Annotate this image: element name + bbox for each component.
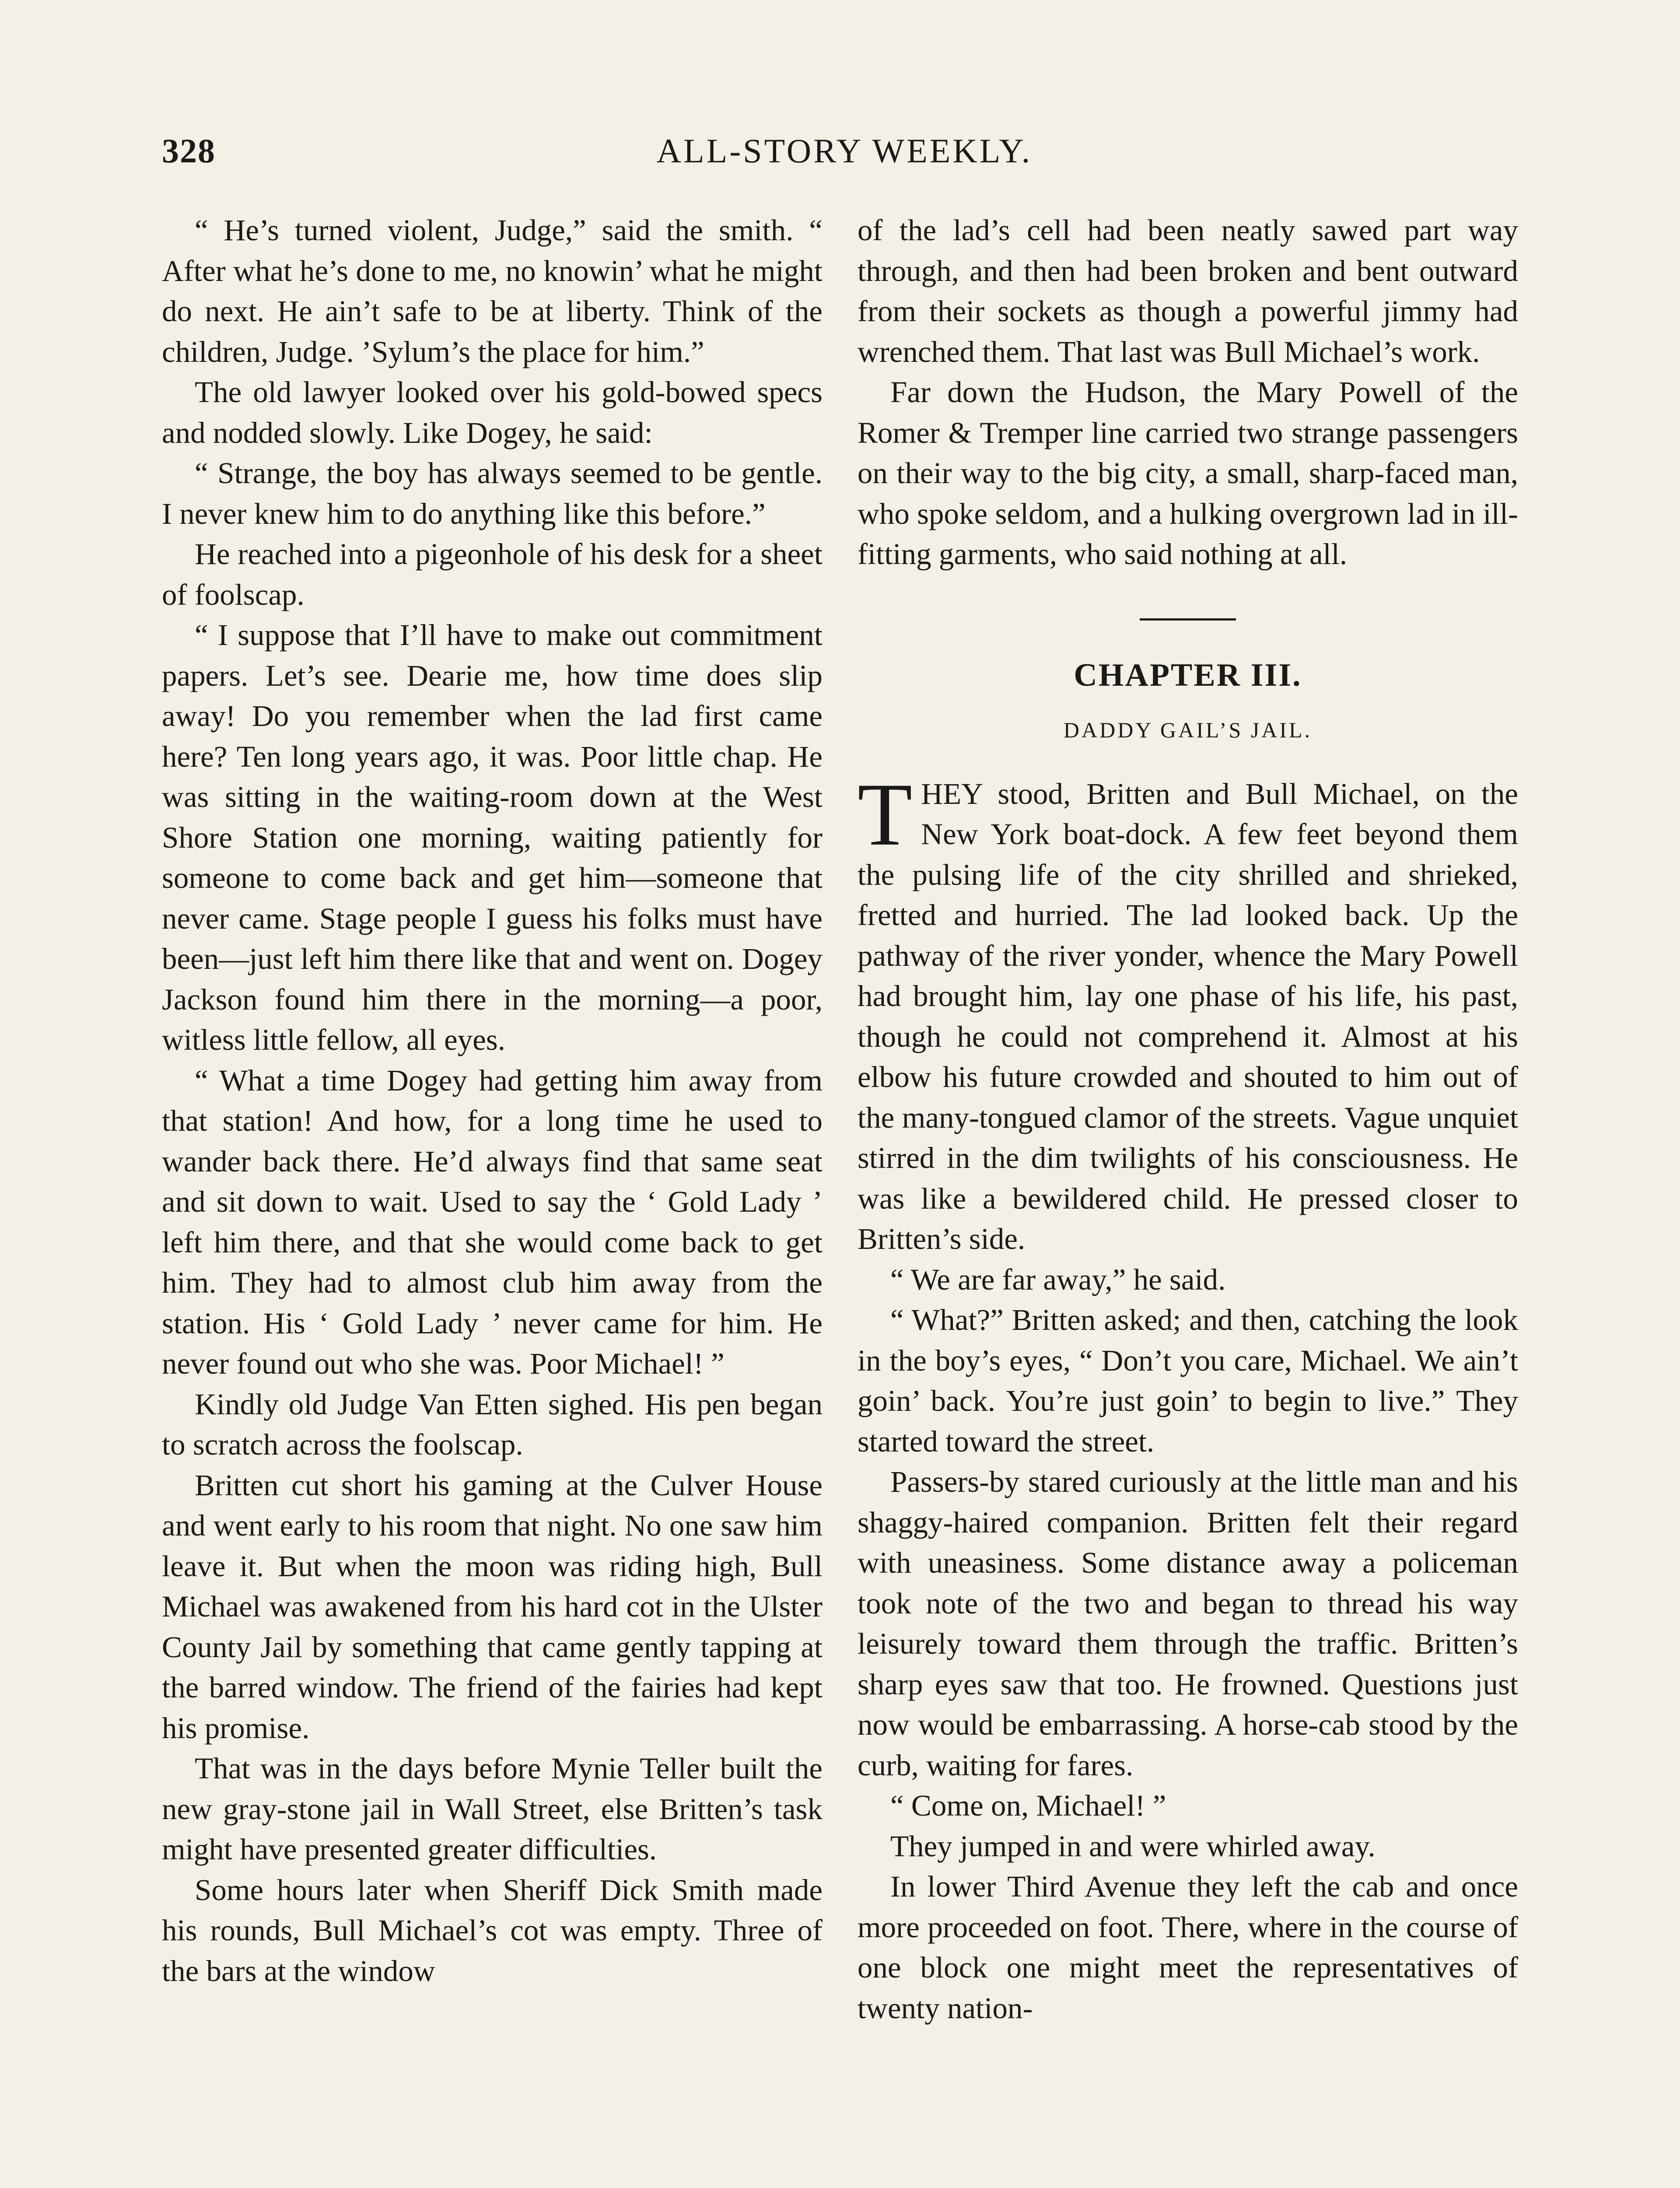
paragraph: In lower Third Avenue they left the cab and once more proceeded on foot. There, where in the course of one block one might meet the representatives of twenty nation-	[858, 1870, 1518, 2025]
paragraph: Passers-by stared curiously at the little man and his shaggy-haired companion. Britten felt their regard with uneasiness. Some distance away a policeman took note of the two and began to thread his way leisurely toward them through the traffic. Britten’s sharp eyes saw that too. He frowned. Questions just now would be embarrassing. A horse-cab stood by the curb, waiting for fares.	[858, 1465, 1518, 1782]
paragraph: “ He’s turned violent, Judge,” said the smith. “ After what he’s done to me, no knowin’ what he might do next. He ain’t safe to be at liberty. Think of the children, Judge. ’Sylum’s the place for him.”	[162, 214, 822, 368]
paragraph: “ What?” Britten asked; and then, catching the look in the boy’s eyes, “ Don’t you care, Michael. We ain’t goin’ back. You’re just goin’ to begin to live.” They started toward the street.	[858, 1303, 1518, 1458]
paragraph: “ Strange, the boy has always seemed to be gentle. I never knew him to do anything like this before.”	[162, 456, 822, 530]
paragraph: “ I suppose that I’ll have to make out commitment papers. Let’s see. Dearie me, how time does slip away! Do you remember when the lad first came here? Ten long years ago, it was. Poor little chap. He was sitting in the waiting-room down at the West Shore Station one morning, waiting patiently for someone to come back and get him—someone that never came. Stage people I guess his folks must have been—just left him there like that and went on. Dogey Jackson found him there in the morning—a poor, witless little fellow, all eyes.	[162, 618, 822, 1056]
paragraph: The old lawyer looked over his gold-bowed specs and nodded slowly. Like Dogey, he said:	[162, 375, 822, 449]
page-number: 328	[162, 132, 216, 170]
paragraph: They jumped in and were whirled away.	[890, 1829, 1376, 1863]
left-column	[162, 210, 822, 1991]
paragraph: Britten cut short his gaming at the Culver House and went early to his room that night. No one saw him leave it. But when the moon was riding high, Bull Michael was awakened from his hard cot in the Ulster County Jail by something that came gently tapping at the barred window. The friend of the fairies had kept his promise.	[162, 1468, 822, 1745]
right-column	[858, 210, 1518, 2028]
drop-cap: T	[858, 764, 913, 864]
paragraph: “ We are far away,” he said.	[890, 1262, 1226, 1296]
paragraph: Far down the Hudson, the Mary Powell of the Romer & Tremper line carried two strange passengers on their way to the big city, a small, sharp-faced man, who spoke seldom, and a hulking overgrown lad in ill-fitting garments, who said nothing at all.	[858, 375, 1518, 571]
running-head: ALL-STORY WEEKLY.	[656, 132, 1032, 170]
paragraph: He reached into a pigeonhole of his desk for a sheet of foolscap.	[162, 537, 822, 611]
opening-text: HEY stood, Britten and Bull Michael, on the New York boat-dock. A few feet beyond them the pulsing life of the city shrilled and shrieked, fretted and hurried. The lad looked back. Up the pathway of the river yonder, whence the Mary Powell had brought him, lay one phase of his life, his past, though he could not comprehend it. Almost at his elbow his future crowded and shouted to him out of the many-tongued clamor of the streets. Vague unquiet stirred in the dim twilights of his consciousness. He was like a bewildered child. He pressed closer to Britten’s side.	[858, 777, 1518, 1255]
paragraph: “ What a time Dogey had getting him away from that station! And how, for a long time he used to wander back there. He’d always find that same seat and sit down to wait. Used to say the ‘ Gold Lady ’ left him there, and that she would come back to get him. They had to almost club him away from the station. His ‘ Gold Lady ’ never came for him. He never found out who she was. Poor Michael! ”	[162, 1063, 822, 1380]
section-divider	[1140, 618, 1236, 621]
paragraph: “ Come on, Michael! ”	[890, 1789, 1166, 1822]
continued-paragraph: of the lad’s cell had been neatly sawed part way through, and then had been broken and bent outward from their sockets as though a powerful jimmy had wrenched them. That last was Bull Michael’s work.	[858, 214, 1518, 368]
chapter-subtitle: DADDY GAIL’S JAIL.	[1063, 717, 1312, 742]
page-header	[162, 131, 1527, 184]
paragraph: Kindly old Judge Van Etten sighed. His pen began to scratch across the foolscap.	[162, 1387, 822, 1461]
chapter-heading: CHAPTER III.	[1074, 657, 1302, 693]
chapter-opening-paragraph	[858, 764, 1518, 1259]
paragraph: Some hours later when Sheriff Dick Smith made his rounds, Bull Michael’s cot was empty. Three of the bars at the window	[162, 1873, 822, 1988]
paragraph: That was in the days before Mynie Teller built the new gray-stone jail in Wall Street, else Britten’s task might have presented greater difficulties.	[162, 1752, 822, 1866]
